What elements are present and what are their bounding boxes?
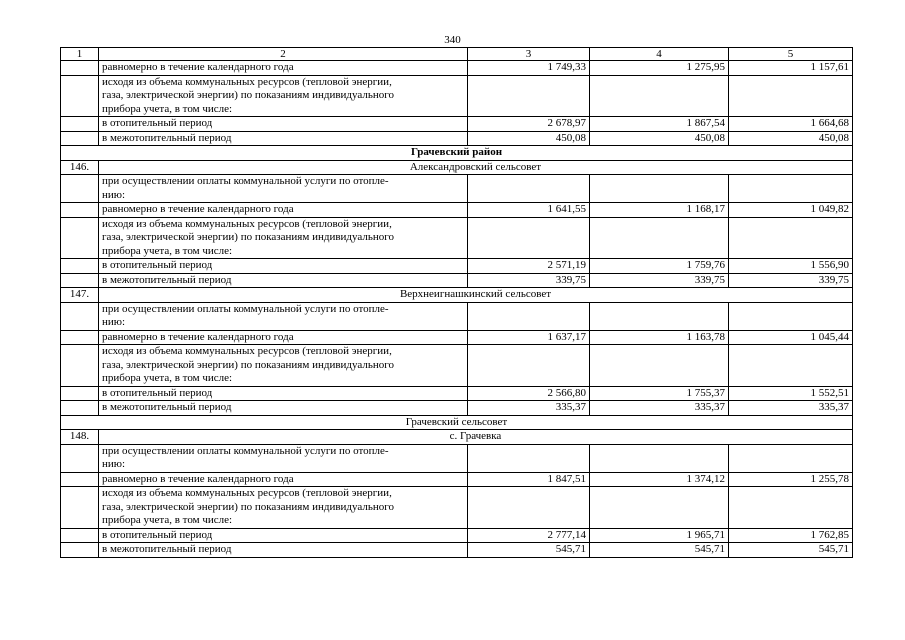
- empty-value-cell: [729, 175, 853, 203]
- empty-value-cell: [468, 444, 590, 472]
- value-cell: 1 157,61: [729, 61, 853, 76]
- row-number-cell: [61, 273, 99, 288]
- description-line: газа, электрической энергии) по показаниям индивидуального: [102, 500, 394, 513]
- row-description-multiline: [99, 302, 468, 330]
- description-line: нию:: [102, 458, 126, 470]
- empty-value-cell: [729, 75, 853, 117]
- row-number-cell: [61, 401, 99, 416]
- header-row: [61, 48, 853, 61]
- value-cell: 1 163,78: [590, 330, 729, 345]
- row-description-multiline: [99, 345, 468, 387]
- description-line: газа, электрической энергии) по показаниям индивидуального: [102, 231, 394, 243]
- row-number-cell: [61, 175, 99, 203]
- row-description: в межотопительный период: [99, 273, 468, 288]
- value-cell: 1 374,12: [590, 472, 729, 487]
- empty-value-cell: [729, 345, 853, 387]
- value-cell: 545,71: [590, 543, 729, 558]
- header-cell: 1: [61, 48, 99, 61]
- value-row: [61, 543, 853, 558]
- council-heading: Грачевский сельсовет: [61, 415, 853, 430]
- value-cell: 339,75: [590, 273, 729, 288]
- header-cell: 4: [590, 48, 729, 61]
- description-row: [61, 175, 853, 203]
- value-cell: 335,37: [729, 401, 853, 416]
- district-heading: Грачевский район: [61, 146, 853, 161]
- description-line: прибора учета, в том числе:: [102, 244, 233, 257]
- header-cell: 3: [468, 48, 590, 61]
- row-number-cell: [61, 330, 99, 345]
- value-cell: 2 777,14: [468, 528, 590, 543]
- section-row: [61, 430, 853, 445]
- section-number: 147.: [61, 288, 99, 303]
- row-description: равномерно в течение календарного года: [99, 330, 468, 345]
- section-row: [61, 160, 853, 175]
- value-cell: 1 552,51: [729, 386, 853, 401]
- description-line: нию:: [102, 188, 126, 201]
- empty-value-cell: [729, 487, 853, 529]
- row-description-multiline: [99, 175, 468, 203]
- council-heading-row: [61, 415, 853, 430]
- value-cell: 1 168,17: [590, 203, 729, 218]
- description-line: при осуществлении оплаты коммунальной услуги по отопле-: [102, 302, 389, 315]
- description-row: [61, 487, 853, 529]
- description-line: прибора учета, в том числе:: [102, 514, 233, 526]
- value-row: [61, 259, 853, 274]
- empty-value-cell: [590, 217, 729, 259]
- description-line: при осуществлении оплаты коммунальной услуги по отопле-: [102, 175, 389, 187]
- row-description: в межотопительный период: [99, 131, 468, 146]
- value-cell: 1 867,54: [590, 117, 729, 132]
- value-cell: 1 664,68: [729, 117, 853, 132]
- value-row: [61, 203, 853, 218]
- description-row: [61, 345, 853, 387]
- row-number-cell: [61, 203, 99, 218]
- description-line: газа, электрической энергии) по показаниям индивидуального: [102, 358, 394, 371]
- empty-value-cell: [590, 487, 729, 529]
- row-number-cell: [61, 345, 99, 387]
- value-cell: 1 556,90: [729, 259, 853, 274]
- description-line: нию:: [102, 316, 126, 328]
- description-line: исходя из объема коммунальных ресурсов (тепловой энергии,: [102, 217, 392, 230]
- row-number-cell: [61, 259, 99, 274]
- value-row: [61, 273, 853, 288]
- empty-value-cell: [590, 345, 729, 387]
- value-cell: 2 678,97: [468, 117, 590, 132]
- empty-value-cell: [468, 345, 590, 387]
- description-line: газа, электрической энергии) по показаниям индивидуального: [102, 89, 394, 101]
- row-number-cell: [61, 444, 99, 472]
- description-row: [61, 75, 853, 117]
- empty-value-cell: [590, 302, 729, 330]
- row-number-cell: [61, 472, 99, 487]
- description-line: прибора учета, в том числе:: [102, 102, 233, 115]
- value-cell: 545,71: [729, 543, 853, 558]
- row-number-cell: [61, 386, 99, 401]
- value-row: [61, 472, 853, 487]
- description-row: [61, 217, 853, 259]
- value-cell: 545,71: [468, 543, 590, 558]
- value-cell: 1 759,76: [590, 259, 729, 274]
- value-cell: 335,37: [468, 401, 590, 416]
- row-number-cell: [61, 117, 99, 132]
- section-number: 146.: [61, 160, 99, 175]
- value-row: [61, 401, 853, 416]
- empty-value-cell: [468, 175, 590, 203]
- empty-value-cell: [590, 444, 729, 472]
- row-number-cell: [61, 75, 99, 117]
- value-cell: 1 049,82: [729, 203, 853, 218]
- empty-value-cell: [468, 487, 590, 529]
- row-description: равномерно в течение календарного года: [99, 61, 468, 76]
- value-row: [61, 330, 853, 345]
- value-cell: 450,08: [590, 131, 729, 146]
- value-cell: 1 755,37: [590, 386, 729, 401]
- row-description-multiline: [99, 217, 468, 259]
- value-cell: 1 965,71: [590, 528, 729, 543]
- row-description: в отопительный период: [99, 528, 468, 543]
- page-number: 340: [444, 34, 461, 46]
- section-row: [61, 288, 853, 303]
- empty-value-cell: [729, 444, 853, 472]
- description-line: при осуществлении оплаты коммунальной услуги по отопле-: [102, 444, 389, 457]
- value-cell: 335,37: [590, 401, 729, 416]
- description-line: исходя из объема коммунальных ресурсов (тепловой энергии,: [102, 487, 392, 499]
- section-number: 148.: [61, 430, 99, 445]
- empty-value-cell: [468, 302, 590, 330]
- value-row: [61, 61, 853, 76]
- row-description: в межотопительный период: [99, 543, 468, 558]
- description-row: [61, 444, 853, 472]
- value-cell: 1 275,95: [590, 61, 729, 76]
- value-cell: 339,75: [468, 273, 590, 288]
- header-cell: 5: [729, 48, 853, 61]
- row-number-cell: [61, 217, 99, 259]
- empty-value-cell: [590, 175, 729, 203]
- empty-value-cell: [468, 217, 590, 259]
- row-description: равномерно в течение календарного года: [99, 203, 468, 218]
- empty-value-cell: [729, 302, 853, 330]
- value-row: [61, 386, 853, 401]
- description-line: прибора учета, в том числе:: [102, 372, 233, 384]
- row-number-cell: [61, 61, 99, 76]
- description-line: исходя из объема коммунальных ресурсов (тепловой энергии,: [102, 75, 392, 88]
- district-heading-row: [61, 146, 853, 161]
- value-row: [61, 117, 853, 132]
- value-cell: 1 637,17: [468, 330, 590, 345]
- row-number-cell: [61, 302, 99, 330]
- section-title: Верхнеигнашкинский сельсовет: [99, 288, 853, 303]
- section-title: с. Грачевка: [99, 430, 853, 445]
- section-title: Александровский сельсовет: [99, 160, 853, 175]
- value-cell: 1 641,55: [468, 203, 590, 218]
- row-description: в отопительный период: [99, 386, 468, 401]
- row-description: в отопительный период: [99, 117, 468, 132]
- row-number-cell: [61, 487, 99, 529]
- empty-value-cell: [729, 217, 853, 259]
- value-cell: 1 045,44: [729, 330, 853, 345]
- description-row: [61, 302, 853, 330]
- value-cell: 2 571,19: [468, 259, 590, 274]
- empty-value-cell: [468, 75, 590, 117]
- description-line: исходя из объема коммунальных ресурсов (тепловой энергии,: [102, 345, 392, 357]
- row-description-multiline: [99, 487, 468, 529]
- value-cell: 450,08: [729, 131, 853, 146]
- row-number-cell: [61, 543, 99, 558]
- row-description-multiline: [99, 444, 468, 472]
- value-row: [61, 528, 853, 543]
- value-cell: 1 749,33: [468, 61, 590, 76]
- header-cell: 2: [99, 48, 468, 61]
- row-description: в отопительный период: [99, 259, 468, 274]
- empty-value-cell: [590, 75, 729, 117]
- row-number-cell: [61, 131, 99, 146]
- value-cell: 1 762,85: [729, 528, 853, 543]
- value-cell: 2 566,80: [468, 386, 590, 401]
- value-cell: 1 847,51: [468, 472, 590, 487]
- value-cell: 339,75: [729, 273, 853, 288]
- row-description: равномерно в течение календарного года: [99, 472, 468, 487]
- value-cell: 1 255,78: [729, 472, 853, 487]
- value-cell: 450,08: [468, 131, 590, 146]
- row-number-cell: [61, 528, 99, 543]
- tariff-table: [60, 47, 853, 558]
- value-row: [61, 131, 853, 146]
- row-description-multiline: [99, 75, 468, 117]
- row-description: в межотопительный период: [99, 401, 468, 416]
